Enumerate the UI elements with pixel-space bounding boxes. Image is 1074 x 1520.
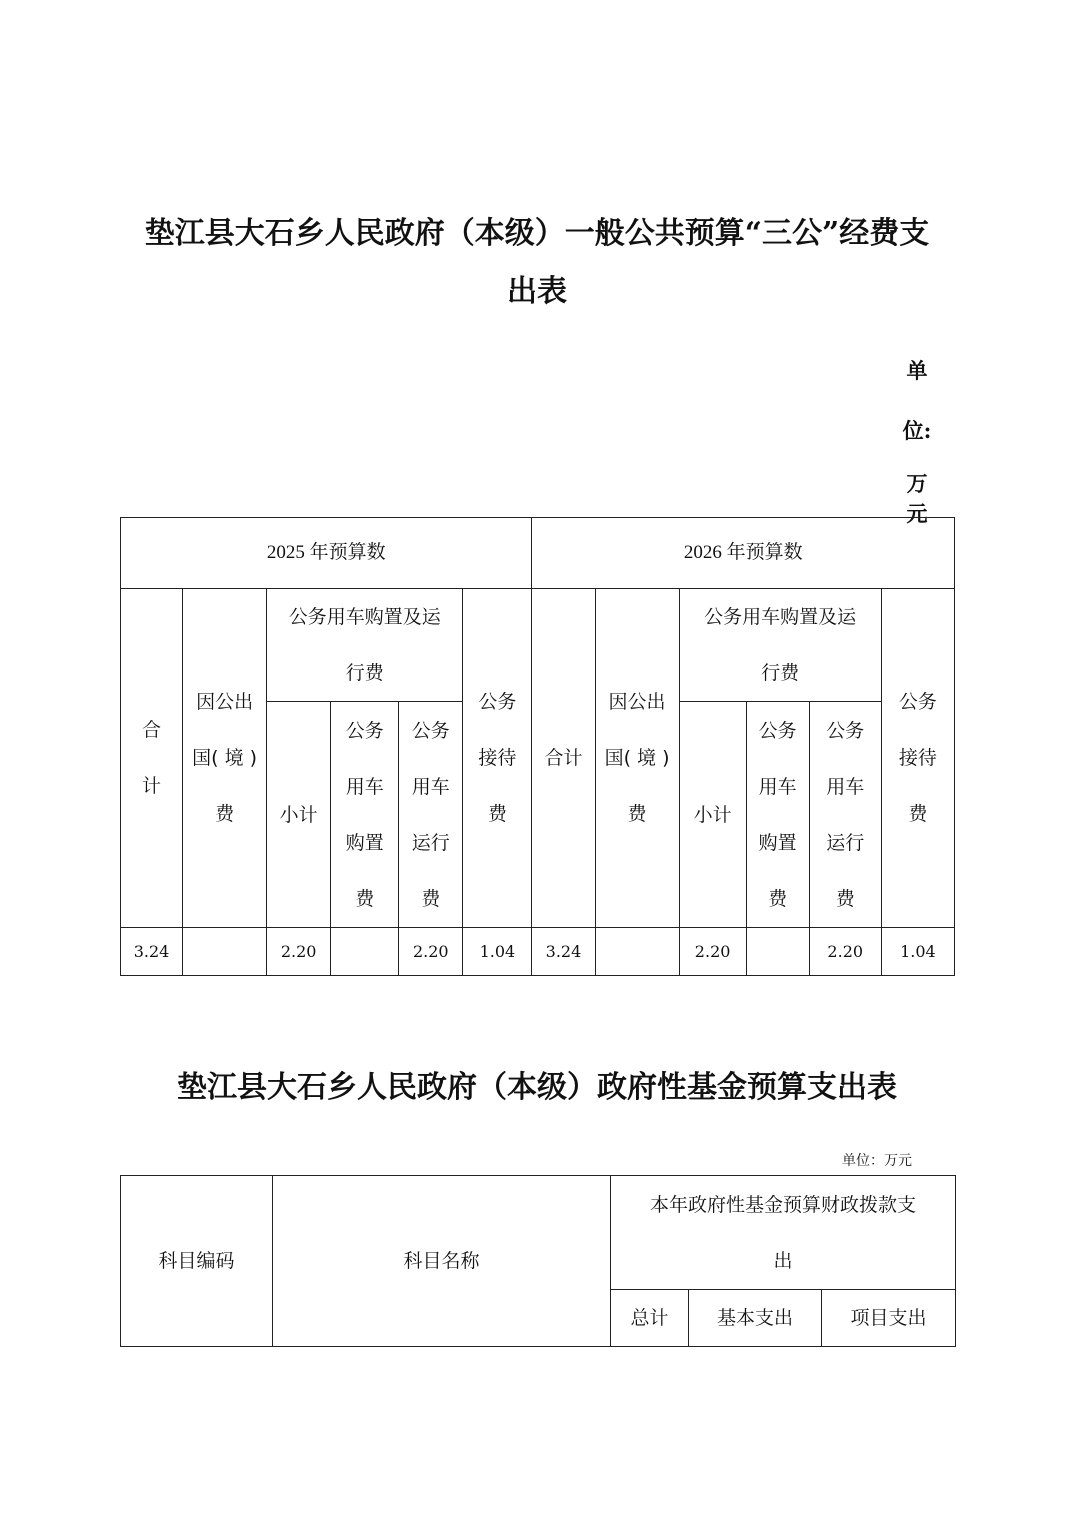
header-run-l4: 费 xyxy=(421,887,441,910)
unit-label-2: 位: xyxy=(902,418,932,443)
header-run-l1: 公务 xyxy=(826,719,865,742)
cell-2025-total: 3.24 xyxy=(121,928,183,976)
cell-2025-car-running: 2.20 xyxy=(399,928,463,976)
header-basic-expense: 基本支出 xyxy=(689,1290,822,1347)
header-subject-code: 科目编码 xyxy=(121,1176,273,1347)
header-reception-l1: 公务 xyxy=(898,691,937,713)
header-car-purchase-2025 xyxy=(331,702,399,928)
page-title-1 xyxy=(60,205,1014,321)
title1-line2: 出表 xyxy=(507,274,567,309)
unit-label-1: 单 xyxy=(906,358,928,383)
header-subtotal-2026: 小计 xyxy=(679,702,746,928)
header-reception-2026 xyxy=(881,589,954,928)
header-run-l3: 运行 xyxy=(411,831,450,854)
title1-line1: 垫江县大石乡人民政府（本级）一般公共预算“三公”经费支 xyxy=(144,216,930,251)
header-run-l1: 公务 xyxy=(411,719,450,742)
header-project-expense: 项目支出 xyxy=(822,1290,956,1347)
header-car-purchase-2026 xyxy=(746,702,809,928)
header-car-l1: 公务用车购置及运 xyxy=(704,606,857,628)
header-total-b: 计 xyxy=(142,775,162,797)
header-total-2025 xyxy=(121,589,183,928)
page-title-2: 垫江县大石乡人民政府（本级）政府性基金预算支出表 xyxy=(177,1070,897,1105)
header-grand-total: 总计 xyxy=(611,1290,689,1347)
header-buy-l1: 公务 xyxy=(758,719,797,742)
cell-2025-car-purchase xyxy=(331,928,399,976)
header-reception-l2: 接待 xyxy=(478,747,517,769)
header-abroad-2026 xyxy=(595,589,679,928)
header-buy-l4: 费 xyxy=(768,887,788,910)
header-abroad-l3: 费 xyxy=(627,803,647,825)
cell-2026-abroad xyxy=(595,928,679,976)
header-reception-l1: 公务 xyxy=(478,691,517,713)
header-reception-l3: 费 xyxy=(487,803,507,825)
cell-2026-total: 3.24 xyxy=(532,928,595,976)
header-run-l2: 用车 xyxy=(826,775,865,798)
header-abroad-l2: 国( 境 ) xyxy=(192,747,258,769)
header-total-2026: 合计 xyxy=(532,589,595,928)
header-buy-l2: 用车 xyxy=(345,775,384,798)
cell-2026-car-purchase xyxy=(746,928,809,976)
header-abroad-l2: 国( 境 ) xyxy=(604,747,670,769)
header-abroad-l1: 因公出 xyxy=(608,691,666,713)
header-car-running-2026 xyxy=(809,702,881,928)
cell-2025-reception: 1.04 xyxy=(463,928,532,976)
header-reception-2025 xyxy=(463,589,532,928)
unit-label-small: 单位：万元 xyxy=(842,1153,912,1169)
cell-2026-subtotal: 2.20 xyxy=(679,928,746,976)
header-car-l1: 公务用车购置及运 xyxy=(288,606,441,628)
header-reception-l3: 费 xyxy=(908,803,928,825)
header-buy-l3: 购置 xyxy=(758,831,797,854)
gov-fund-expense-table xyxy=(120,1175,956,1347)
header-car-l2: 行费 xyxy=(761,662,800,684)
header-buy-l4: 费 xyxy=(355,887,375,910)
header-fund-group-l2: 出 xyxy=(773,1249,793,1272)
header-car-2026 xyxy=(679,589,881,702)
header-buy-l2: 用车 xyxy=(758,775,797,798)
unit-label-3: 万元 xyxy=(906,471,928,526)
header-total-a: 合 xyxy=(142,719,162,741)
header-car-running-2025 xyxy=(399,702,463,928)
cell-2025-subtotal: 2.20 xyxy=(267,928,331,976)
header-buy-l1: 公务 xyxy=(345,719,384,742)
cell-2025-abroad xyxy=(183,928,267,976)
header-subject-name: 科目名称 xyxy=(273,1176,611,1347)
cell-2026-car-running: 2.20 xyxy=(809,928,881,976)
header-buy-l3: 购置 xyxy=(345,831,384,854)
header-run-l4: 费 xyxy=(835,887,855,910)
header-abroad-l1: 因公出 xyxy=(196,691,254,713)
header-abroad-2025 xyxy=(183,589,267,928)
header-fund-group-l1: 本年政府性基金预算财政拨款支 xyxy=(650,1193,917,1216)
three-public-expense-table xyxy=(120,517,955,976)
header-reception-l2: 接待 xyxy=(898,747,937,769)
cell-2026-reception: 1.04 xyxy=(881,928,954,976)
header-abroad-l3: 费 xyxy=(215,803,235,825)
header-fund-group xyxy=(611,1176,956,1290)
header-car-l2: 行费 xyxy=(345,662,384,684)
header-run-l2: 用车 xyxy=(411,775,450,798)
header-run-l3: 运行 xyxy=(826,831,865,854)
header-subtotal-2025: 小计 xyxy=(267,702,331,928)
group-2025-header: 2025 年预算数 xyxy=(121,518,532,589)
header-car-2025 xyxy=(267,589,463,702)
group-2026-header: 2026 年预算数 xyxy=(532,518,955,589)
